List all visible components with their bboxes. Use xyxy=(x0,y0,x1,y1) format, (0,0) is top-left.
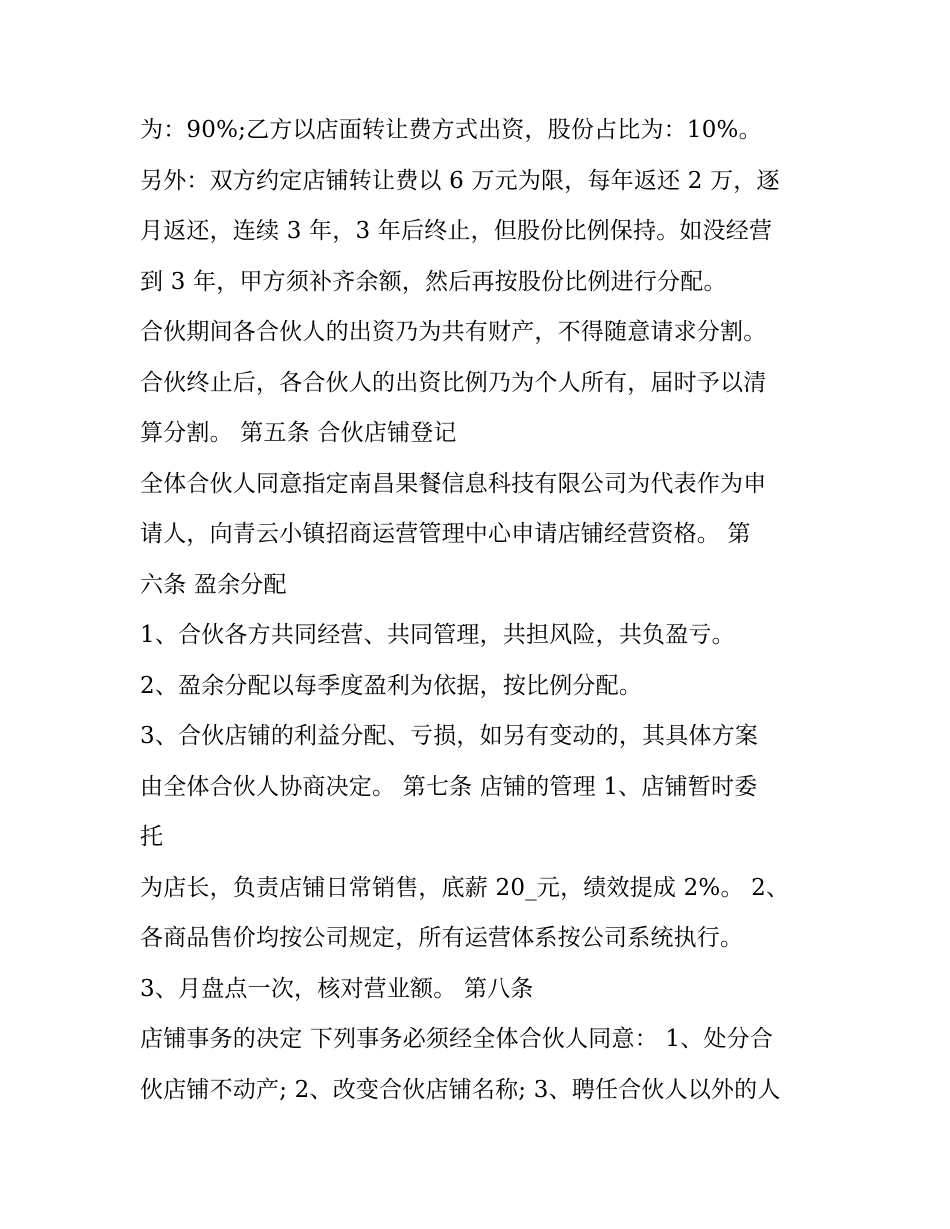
text-line: 伙店铺不动产; 2、改变合伙店铺名称; 3、聘任合伙人以外的人 xyxy=(140,1077,781,1103)
text-line: 2、盈余分配以每季度盈利为依据，按比例分配。 xyxy=(140,673,643,699)
text-line: 算分割。 第五条 合伙店铺登记 xyxy=(140,420,457,446)
text-line: 1、合伙各方共同经营、共同管理，共担风险，共负盈亏。 xyxy=(140,622,735,648)
text-line: 月返还，连续 3 年，3 年后终止，但股份比例保持。如没经营 xyxy=(140,218,773,244)
text-line: 3、合伙店铺的利益分配、亏损，如另有变动的，其具体方案 xyxy=(140,723,759,749)
text-line: 店铺事务的决定 下列事务必须经全体合伙人同意： 1、处分合 xyxy=(140,1026,774,1052)
text-line: 3、月盘点一次，核对营业额。 第八条 xyxy=(140,976,534,1002)
text-line: 全体合伙人同意指定南昌果餐信息科技有限公司为代表作为申 xyxy=(140,471,767,497)
text-line: 请人，向青云小镇招商运营管理中心申请店铺经营资格。 第 xyxy=(140,521,751,547)
text-line: 合伙期间各合伙人的出资乃为共有财产，不得随意请求分割。 xyxy=(140,319,767,345)
text-line: 托 xyxy=(140,824,164,850)
text-line: 由全体合伙人协商决定。 第七条 店铺的管理 1、店铺暂时委 xyxy=(140,774,758,800)
text-line: 各商品售价均按公司规定，所有运营体系按公司系统执行。 xyxy=(140,925,744,951)
text-line: 到 3 年，甲方须补齐余额，然后再按股份比例进行分配。 xyxy=(140,269,727,295)
text-line: 为店长，负责店铺日常销售，底薪 20_元，绩效提成 2%。 2、 xyxy=(140,875,790,901)
text-line: 合伙终止后，各合伙人的出资比例乃为个人所有，届时予以清 xyxy=(140,370,767,396)
text-line: 另外：双方约定店铺转让费以 6 万元为限，每年返还 2 万，逐 xyxy=(140,168,780,194)
text-line: 六条 盈余分配 xyxy=(140,572,287,598)
text-line: 为：90%;乙方以店面转让费方式出资，股份占比为：10%。 xyxy=(140,117,762,143)
